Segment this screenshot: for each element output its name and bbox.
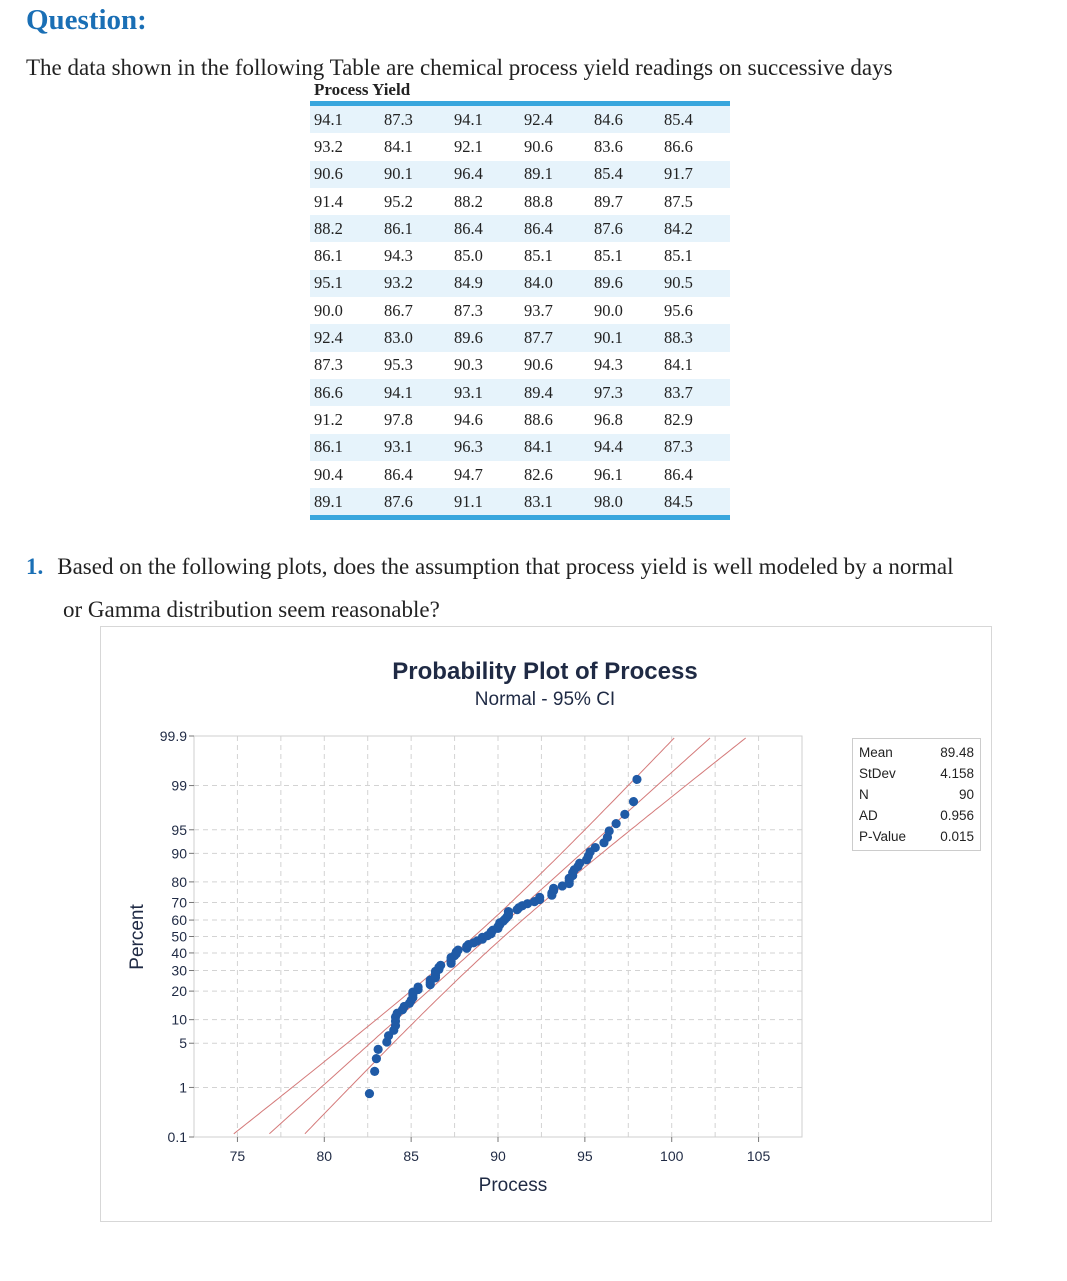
table-cell: 98.0 (590, 488, 660, 518)
table-row (310, 297, 730, 324)
data-point (629, 797, 638, 806)
table-cell: 90.5 (660, 270, 730, 297)
data-point (591, 843, 600, 852)
y-tick-labels (160, 728, 194, 1145)
table-row (310, 379, 730, 406)
probability-plot (100, 626, 992, 1222)
question-line-1: Based on the following plots, does the assumption that process yield is well modeled by a normal (57, 554, 954, 579)
table-cell: 95.6 (664, 300, 693, 320)
table-cell: 96.4 (450, 161, 520, 188)
table-cell: 87.6 (380, 488, 450, 518)
table-cell: 86.4 (520, 215, 590, 242)
table-row (310, 324, 730, 351)
table-cell: 91.1 (450, 488, 520, 518)
stat-label: P-Value (859, 829, 907, 844)
table-row (310, 406, 730, 433)
table-row (310, 461, 730, 488)
stat-label: N (859, 787, 869, 802)
data-point (374, 1045, 383, 1054)
table-row (310, 352, 730, 379)
table-cell: 93.2 (314, 136, 343, 156)
table-cell: 94.4 (590, 434, 660, 461)
stat-value: 0.015 (940, 829, 974, 844)
table-cell: 91.7 (660, 161, 730, 188)
y-tick-label: 60 (171, 912, 187, 929)
table-cell: 85.4 (590, 161, 660, 188)
table-cell: 94.1 (450, 104, 520, 134)
x-tick-label: 90 (490, 1148, 506, 1164)
stat-row (859, 805, 974, 826)
y-tick-label: 30 (171, 962, 187, 979)
table-cell: 94.3 (594, 355, 623, 375)
table-row (310, 215, 730, 242)
table-cell: 90.1 (590, 324, 660, 351)
table-cell: 84.9 (450, 270, 520, 297)
x-tick-label: 105 (746, 1148, 771, 1164)
table-cell: 94.7 (454, 464, 483, 484)
table-cell: 94.1 (310, 104, 380, 134)
plot-svg (101, 627, 991, 1221)
table-cell: 92.4 (310, 324, 380, 351)
data-point (535, 893, 544, 902)
table-cell: 89.4 (520, 379, 590, 406)
data-point (372, 1054, 381, 1063)
table-cell: 96.3 (450, 434, 520, 461)
table-cell: 95.2 (384, 191, 413, 211)
stat-value: 4.158 (940, 766, 974, 781)
table-cell: 91.4 (314, 191, 343, 211)
table-cell: 86.4 (450, 215, 520, 242)
data-point (365, 1089, 374, 1098)
table-cell: 86.7 (384, 300, 413, 320)
table-cell: 89.7 (594, 191, 623, 211)
table-cell: 96.1 (594, 464, 623, 484)
table-cell: 83.1 (520, 488, 590, 518)
table-cell: 88.2 (454, 191, 483, 211)
y-tick-label: 80 (171, 873, 187, 890)
table-cell: 89.6 (590, 270, 660, 297)
y-tick-label: 90 (171, 845, 187, 862)
table-cell: 90.4 (314, 464, 343, 484)
table-title: Process Yield (314, 80, 411, 99)
y-tick-label: 50 (171, 928, 187, 945)
y-tick-label: 70 (171, 894, 187, 911)
question-1 (26, 545, 953, 631)
stat-label: Mean (859, 745, 893, 760)
table-cell: 84.1 (664, 355, 693, 375)
table-cell: 88.2 (310, 215, 380, 242)
table-cell: 83.6 (594, 136, 623, 156)
stat-row (859, 826, 974, 847)
data-point (620, 810, 629, 819)
y-tick-label: 10 (171, 1011, 187, 1028)
table-cell: 86.6 (664, 136, 693, 156)
process-yield-table (310, 101, 730, 520)
table-cell: 84.1 (520, 434, 590, 461)
data-point (370, 1067, 379, 1076)
table-cell: 87.3 (454, 300, 483, 320)
table-cell: 84.5 (660, 488, 730, 518)
table-cell: 97.8 (384, 409, 413, 429)
data-point (549, 884, 558, 893)
y-tick-label: 0.1 (167, 1129, 187, 1145)
table-cell: 86.1 (310, 434, 380, 461)
table-cell: 85.0 (454, 246, 483, 266)
table-cell: 87.6 (590, 215, 660, 242)
table-cell: 93.7 (524, 300, 553, 320)
table-cell: 94.1 (380, 379, 450, 406)
stat-row (859, 784, 974, 805)
stat-value: 0.956 (940, 808, 974, 823)
y-tick-label: 1 (179, 1079, 187, 1096)
stat-row (859, 763, 974, 784)
y-tick-label: 5 (179, 1035, 187, 1052)
table-cell: 91.2 (314, 409, 343, 429)
data-point (605, 826, 614, 835)
table-cell: 87.5 (664, 191, 693, 211)
table-row (310, 488, 730, 518)
grid (194, 736, 802, 1137)
table-cell: 85.4 (660, 104, 730, 134)
table-cell: 87.3 (660, 434, 730, 461)
y-tick-label: 95 (171, 821, 187, 838)
table-cell: 83.7 (660, 379, 730, 406)
data-point (504, 907, 513, 916)
table-cell: 82.6 (524, 464, 553, 484)
question-heading: Question: (26, 4, 147, 36)
table-cell: 83.0 (380, 324, 450, 351)
table-cell: 84.0 (520, 270, 590, 297)
x-tick-label: 100 (660, 1148, 684, 1164)
stat-label: AD (859, 808, 878, 823)
table-cell: 84.2 (660, 215, 730, 242)
table-cell: 85.1 (664, 246, 693, 266)
table-row (310, 188, 730, 215)
y-tick-label: 20 (171, 983, 187, 1000)
table-cell: 90.0 (594, 300, 623, 320)
stats-legend (852, 738, 981, 851)
stat-value: 89.48 (940, 745, 974, 760)
table-cell: 87.3 (314, 355, 343, 375)
table-cell: 94.3 (384, 246, 413, 266)
table-cell: 92.1 (454, 136, 483, 156)
table-cell: 88.8 (524, 191, 553, 211)
data-point (612, 819, 621, 828)
table-cell: 89.1 (310, 488, 380, 518)
table-cell: 92.4 (520, 104, 590, 134)
x-tick-label: 85 (403, 1148, 419, 1164)
ci-upper-line (234, 738, 674, 1134)
table-cell: 96.8 (594, 409, 623, 429)
chart-title: Probability Plot of Process (392, 658, 698, 685)
x-tick-label: 80 (316, 1148, 333, 1164)
table-row (310, 133, 730, 160)
table-row (310, 104, 730, 134)
x-tick-label: 75 (229, 1148, 246, 1164)
table-cell: 90.3 (454, 355, 483, 375)
table-row (310, 434, 730, 461)
y-axis-label: Percent (127, 904, 148, 970)
table-cell: 86.1 (314, 246, 343, 266)
table-cell: 87.3 (380, 104, 450, 134)
table-cell: 97.3 (590, 379, 660, 406)
table-cell: 85.1 (524, 246, 553, 266)
table-cell: 93.1 (450, 379, 520, 406)
table-cell: 89.6 (450, 324, 520, 351)
table-cell: 86.4 (384, 464, 413, 484)
table-cell: 90.0 (314, 300, 343, 320)
data-point (436, 961, 445, 970)
table-cell: 87.7 (520, 324, 590, 351)
stat-row (859, 742, 974, 763)
table-cell: 82.9 (664, 409, 693, 429)
table-cell: 89.1 (520, 161, 590, 188)
table-row (310, 242, 730, 269)
data-point (632, 775, 641, 784)
table-cell: 86.4 (664, 464, 693, 484)
ci-lower-line (305, 738, 746, 1134)
stat-label: StDev (859, 766, 896, 781)
table-cell: 90.6 (310, 161, 380, 188)
table-cell: 88.3 (660, 324, 730, 351)
question-line-2: or Gamma distribution seem reasonable? (63, 597, 440, 622)
table-cell: 95.3 (384, 355, 413, 375)
table-cell: 88.6 (524, 409, 553, 429)
table-cell: 93.1 (380, 434, 450, 461)
table-cell: 94.6 (454, 409, 483, 429)
table-cell: 90.6 (524, 136, 553, 156)
x-axis-label: Process (478, 1175, 548, 1196)
table-cell: 84.6 (590, 104, 660, 134)
table-row (310, 270, 730, 297)
table-cell: 86.1 (380, 215, 450, 242)
table-cell: 95.1 (310, 270, 380, 297)
stat-value: 90 (958, 787, 974, 802)
table-row (310, 161, 730, 188)
table-cell: 85.1 (594, 246, 623, 266)
x-tick-label: 95 (577, 1148, 593, 1164)
table-cell: 86.6 (310, 379, 380, 406)
table-cell: 93.2 (380, 270, 450, 297)
data-point (413, 982, 422, 991)
y-tick-label: 40 (171, 944, 187, 961)
table-cell: 84.1 (384, 136, 413, 156)
table-cell: 90.1 (380, 161, 450, 188)
x-tick-labels (230, 1137, 771, 1164)
y-tick-label: 99 (171, 777, 187, 794)
chart-subtitle: Normal - 95% CI (474, 689, 616, 710)
question-number: 1. (26, 554, 44, 579)
intro-text: The data shown in the following Table are chemical process yield readings on successive days (26, 55, 893, 80)
data-point (453, 945, 462, 954)
table-cell: 90.6 (524, 355, 553, 375)
y-tick-label: 99.9 (159, 728, 187, 744)
